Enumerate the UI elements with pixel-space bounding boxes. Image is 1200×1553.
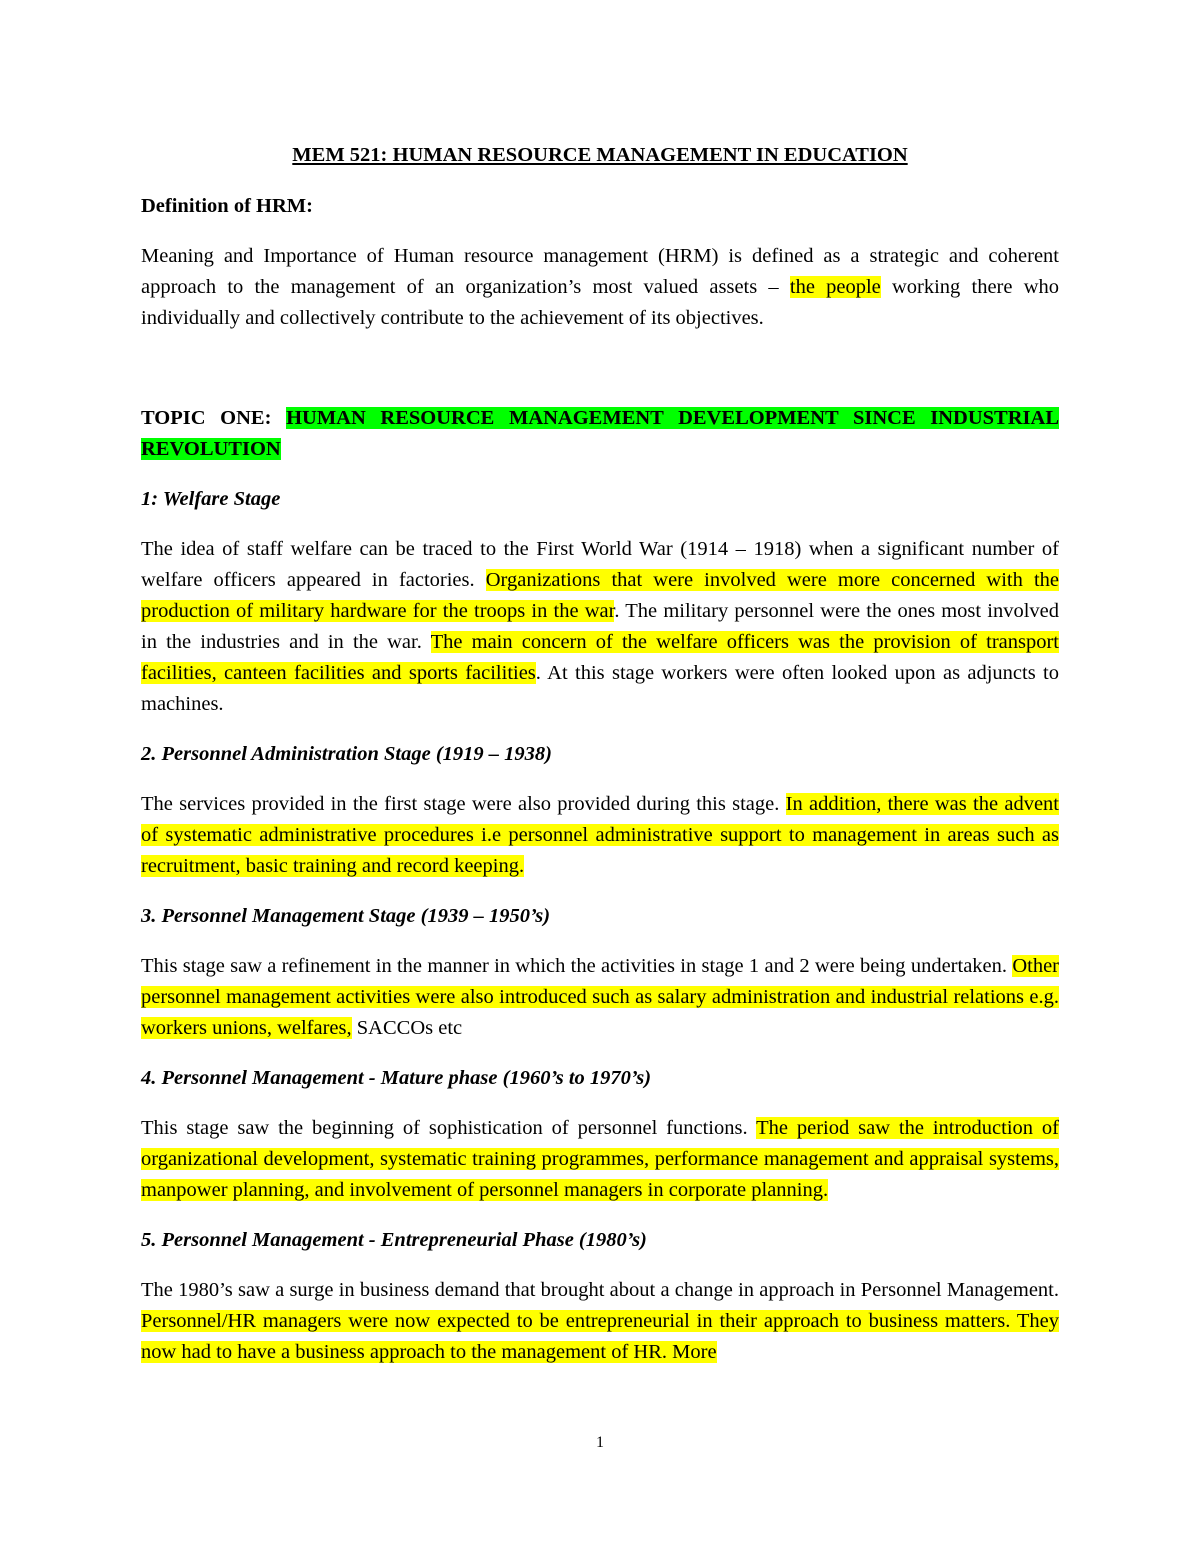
stage-heading: 3. Personnel Management Stage (1939 – 1950’s) [141,905,551,927]
topic-prefix: TOPIC ONE: [141,407,287,429]
stage-heading: 2. Personnel Administration Stage (1919 – 1938) [141,743,552,765]
stage-highlight: Other personnel management activities were also introduced such as salary administration and industrial relations e.g. workers unions, welfares, [141,955,1059,1039]
stage-paragraph [141,534,1059,720]
stage-text: This stage saw a refinement in the manner in which the activities in stage 1 and 2 were being undertaken. [141,955,1013,977]
stage-heading: 5. Personnel Management - Entrepreneurial Phase (1980’s) [141,1229,647,1251]
stage-text: The idea of staff welfare can be traced to the First World War (1914 – 1918) when a significant number of welfare officers appeared in factories. [141,538,1059,591]
stage-heading: 1: Welfare Stage [141,488,281,510]
stage-text: SACCOs etc [351,1017,463,1039]
stage-highlight: The period saw the introduction of organizational development, systematic training programmes, performance management and appraisal systems, manpower planning, and involvement of personnel managers in corporate planning. [141,1117,1060,1201]
stage-paragraph [141,1113,1059,1206]
stage-paragraph [141,951,1059,1044]
stage-text: The 1980’s saw a surge in business demand that brought about a change in approach in Personnel Management. [141,1279,1059,1301]
stage-paragraph [141,1275,1059,1368]
spacer [141,353,1059,403]
stage-text: This stage saw the beginning of sophistication of personnel functions. [141,1117,757,1139]
document-title: MEM 521: HUMAN RESOURCE MANAGEMENT IN EDUCATION [292,144,908,166]
stage-heading: 4. Personnel Management - Mature phase (1960’s to 1970’s) [141,1067,652,1089]
topic-highlight: HUMAN RESOURCE MANAGEMENT DEVELOPMENT SINCE INDUSTRIAL REVOLUTION [141,407,1059,460]
definition-paragraph [141,241,1059,334]
stage-text: . At this stage workers were often looked upon as adjuncts to machines. [141,662,1060,715]
definition-rest: working there who individually and collectively contribute to the achievement of its objectives. [141,276,1059,329]
stage-highlight: The main concern of the welfare officers was the provision of transport facilities, canteen facilities and sports facilities [141,631,1059,684]
stage-text: . The military personnel were the ones most involved in the industries and in the war. [141,600,1059,653]
topic-heading [141,403,1059,465]
stage-highlight: Organizations that were involved were more concerned with the production of military hardware for the troops in the war [141,569,1060,622]
page-number: 1 [596,1434,604,1451]
stage-text: The services provided in the first stage were also provided during this stage. [141,793,786,815]
definition-text: Meaning and Importance of Human resource management (HRM) is defined as a strategic and coherent approach to the management of an organization’s most valued assets – [141,245,1059,298]
definition-label: Definition of HRM: [141,195,313,217]
document-page [141,140,1059,1387]
stage-paragraph [141,789,1059,882]
stage-highlight: Personnel/HR managers were now expected to be entrepreneurial in their approach to business matters. They now had to have a business approach to the management of HR. More [141,1310,1059,1363]
definition-highlight: the people [789,276,881,298]
stage-highlight: In addition, there was the advent of systematic administrative procedures i.e personnel administrative support to management in areas such as recruitment, basic training and record keeping. [141,793,1059,877]
